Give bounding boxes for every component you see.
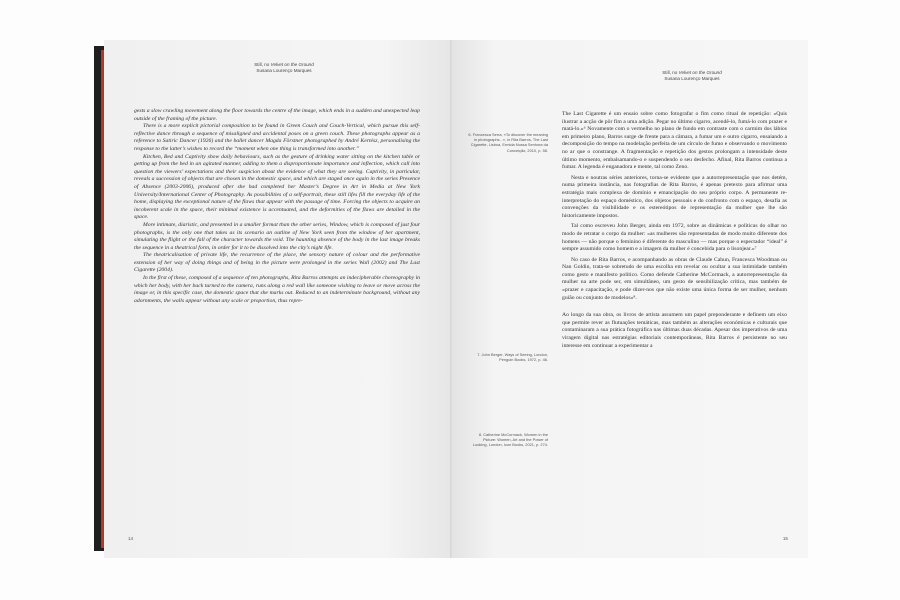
right-page	[452, 40, 808, 558]
paragraph: Tal como escreveu John Berger, ainda em 1972, sobre as dinâmicas e políticas do olhar no modo de retratar o corpo da mulher: «as mulheres são representadas de modo muito diferente dos homens — não porque o feminino é diferente do masculino — mas porque o espectador “ideal” é sempre assumido como homem e a imagem da mulher é concebida para o lisonjear.»⁷	[562, 223, 787, 253]
paragraph: The Last Cigarette é um ensaio sobre como fotografar o fim como ritual de repetição: «Quis ilustrar a acção de pôr fim a uma adição. Pegar no último cigarro, acendê-lo, fumá-lo com prazer e matá-lo.»⁶ Novamente com o vermelho no plano de fundo em contraste com o carmim dos lábios em primeiro plano, Barros surge de frente para a câmara, a fumar um e outro cigarro, ensaiando a decomposição do tempo na modelação perfeita de um círculo de fumo e observando o movimento no ar que o constrange. A fragmentação e repetição dos gestos prolongam a intensidade deste último momento, embalsamando-o e suspendendo o seu desfecho. Afinal, Rita Barros continua a fumar. A legenda é enganadora e mente, tal como Zeno.	[562, 111, 787, 171]
footnote: 6. Francesca Serra, «To discover the meaning in photographs...», in Rita Barros, The Last Cigarette, Lisboa, Ermida Nossa Senhora da Conceição, 2010, p. 58.	[468, 132, 548, 153]
paragraph: In the first of these, composed of a sequence of ten photographs, Rita Barros attempts an indecipherable choreography in which her body, with her back turned to the camera, runs along a red wall like someone wishing to leave or move across the image or, in this specific case, the domestic space that she marks out. Reduced to an indeterminate background, without any adornments, the walls appear without any scale or proportion, thus repre-	[134, 275, 420, 304]
running-header: Still, no Velvet on the Ground Susana Lourenço Marques	[662, 70, 722, 81]
footnote: 8. Catherine McCormack, Women in the Picture: Women, Art and the Power of Looking, London, Icon Books, 2021, p. 274.	[472, 432, 548, 448]
paragraph: gests a slow crawling movement along the floor towards the centre of the image, which ends in a sudden and unexpected leap outside of the framing of the picture.	[134, 108, 420, 122]
running-header: Still, no Velvet on the Ground Susana Lourenço Marques	[254, 62, 314, 73]
body-text	[134, 108, 420, 305]
left-page	[104, 40, 452, 558]
open-book-spread	[96, 40, 808, 558]
body-text	[562, 111, 787, 350]
paragraph: There is a more explicit pictorial composition to be found in Green Couch and Couch-Vertical, which pursue this self-reflective dance through a sequence of misaligned and accidental poses on a green couch. These photographs appear as a reference to Satiric Dancer (1926) and the ballet dancer Magda Förstner photographed by André Kertész, personalising the response to the latter’s wishes to record the “moment when one thing is transformed into another.”	[134, 123, 420, 152]
paragraph: Nesta e noutras séries anteriores, torna-se evidente que a autorrepresentação que nos detém, numa primeira instância, nas fotografias de Rita Barros, é apenas pretexto para afirmar uma estratégia mais complexa de domínio e emancipação do seu próprio corpo. A permanente re-interpretação do espaço doméstico, dos objetos pessoais e do confronto com o espaço, desafia as convenções da visibilidade e os estereótipos de representação da mulher que lhe são historicamente impostos.	[562, 174, 787, 219]
paragraph: The theatricalisation of private life, the recurrence of the place, the sensory nature of colour and the performative extension of her way of doing things and of being in the picture were prolonged in the series Wall (2002) and The Last Cigarette (2004).	[134, 252, 420, 274]
paragraph: More intimate, diaristic, and presented in a smaller format than the other series, Window, which is composed of just four photographs, is the only one that takes as its scenario an outline of New York seen from the window of her apartment, simulating the flight or the fall of the character towards the void. The haunting absence of the body in the last image breaks the sequence in a theatrical form, in order for it to be dissolved into the city’s night life.	[134, 221, 420, 251]
footnote: 7. John Berger, Ways of Seeing, London, Penguin Books, 1972, p. 46.	[477, 352, 548, 363]
page-number: 14	[128, 536, 134, 541]
paragraph: Ao longo da sua obra, os livros de artista assumem um papel preponderante e definem um eixo que permite rever as flutuações temáticas, mas também as alterações económicas e culturais que contaminaram a sua prática fotográfica nas últimas duas décadas. Apesar dos imperativos de uma viragem digital nas estratégias editoriais contemporâneas, Rita Barros é persistente no seu interesse em continuar a experimentar a	[562, 312, 787, 349]
paragraph: Kitchen, Bed and Captivity show daily behaviours, such as the gesture of drinking water sitting on the kitchen table or getting up from the bed in an agitated manner, adding to them a disproportionate importance and inflection, which call into question the viewers’ expectations and their suspicion about the evidence of what they are seeing. Captivity, in particular, reveals a succession of objects that are chosen in the domestic space, and which are staged once again in the series Presence of Absence (2003-2006), produced after she had completed her Master’s Degree in Art in Media at New York University/International Center of Photography. As possibilities of a self-portrait, these still lifes fill the everyday life of the home, displaying the exceptional nature of the flaws that appear with the passage of time. Forcing the objects to acquire an incoherent scale in the space, their minimal existence is accentuated, and the deformities of the flaws are detailed in the space.	[134, 153, 420, 221]
paragraph: No caso de Rita Barros, e acompanhando as obras de Claude Cahun, Francesca Woodman ou Nan Goldin, trata-se sobretudo de uma escolha em revelar ou ocultar a sua intimidade também como gesto e manifesto político. Como defende Catherine McCormack, a autorrepresentação da mulher na arte pode ser, em simultâneo, um gesto de sensibilização crítica, mas também de «prazer e capacitação, e pode dizer-nos que não existe uma única forma de ser mulher, nenhum guião ou conjunto de modelos»⁸.	[562, 256, 787, 301]
page-number: 15	[782, 536, 788, 541]
